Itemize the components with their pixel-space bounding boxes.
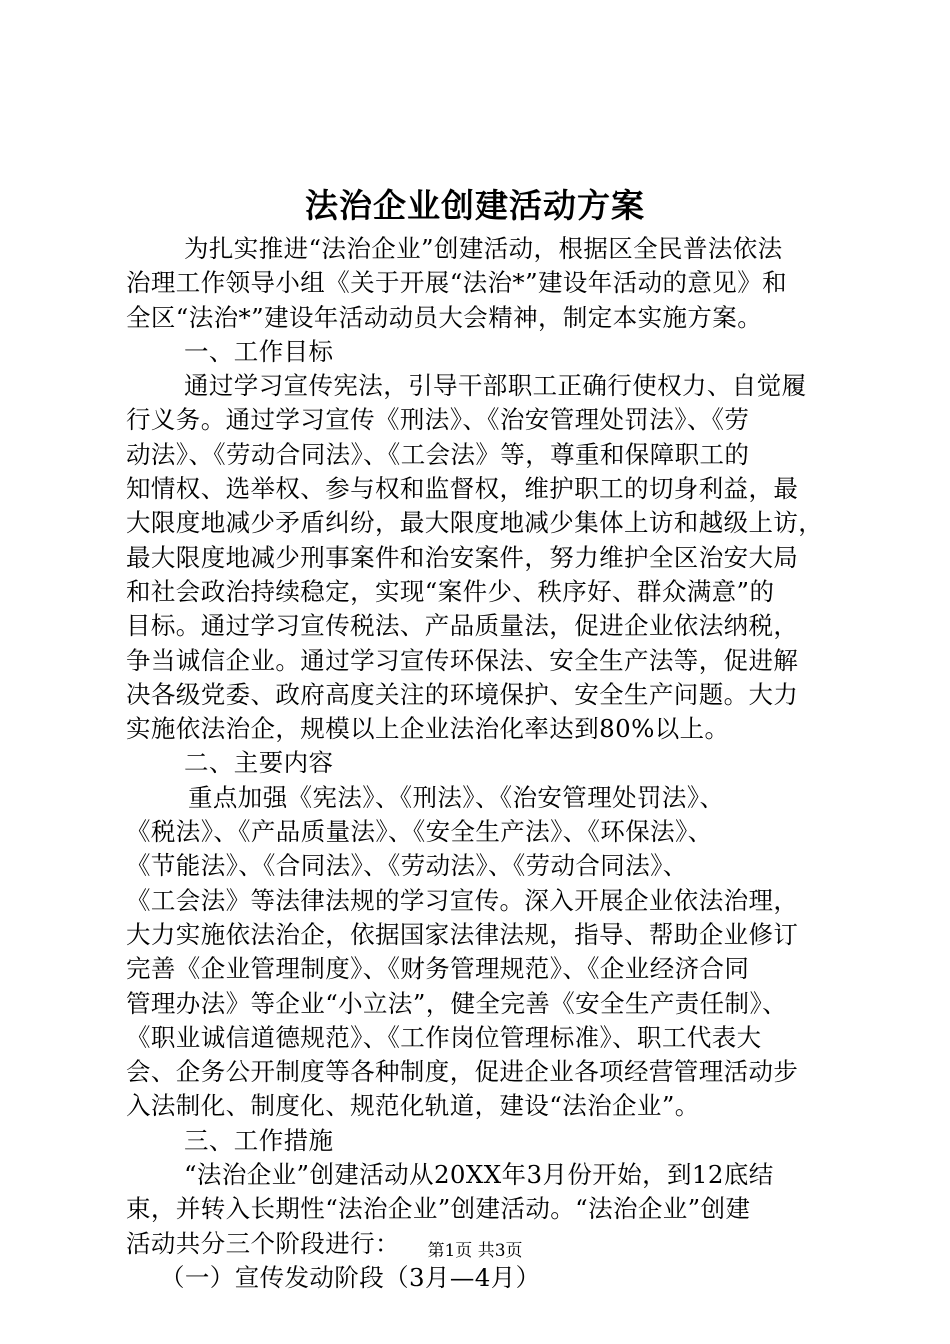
paragraph-line: 争当诚信企业。通过学习宣传环保法、安全生产法等，促进解 [126,645,799,675]
document-body [126,232,832,1295]
paragraph-line: 管理办法》等企业“小立法”，健全完善《安全生产责任制》、 [126,988,787,1018]
paragraph-line: 决各级党委、政府高度关注的环境保护、安全生产问题。大力 [126,679,799,709]
paragraph-line: 完善《企业管理制度》、《财务管理规范》、《企业经济合同 [126,954,750,984]
paragraph-line: 《职业诚信道德规范》、《工作岗位管理标准》、职工代表大 [126,1022,762,1052]
paragraph-line: 行义务。通过学习宣传《刑法》、《治安管理处罚法》、《劳 [126,405,750,435]
paragraph-line: 《节能法》、《合同法》、《劳动法》、《劳动合同法》、 [126,851,688,881]
paragraph-line: 知情权、选举权、参与权和监督权，维护职工的切身利益，最 [126,474,799,504]
paragraph-line: 会、企务公开制度等各种制度，促进企业各项经营管理活动步 [126,1057,799,1087]
page-title: 法治企业创建活动方案 [305,186,645,225]
section-heading: 一、工作目标 [184,336,334,366]
subsection-heading: （一）宣传发动阶段（3月—4月） [160,1262,541,1292]
paragraph-line: 为扎实推进“法治企业”创建活动，根据区全民普法依法 [184,234,783,263]
paragraph-line: 治理工作领导小组《关于开展“法治*”建设年活动的意见》和 [126,268,787,298]
paragraph-line: 大限度地减少矛盾纠纷，最大限度地减少集体上访和越级上访， [126,508,824,538]
section-heading: 三、工作措施 [184,1125,334,1155]
paragraph-line: 动法》、《劳动合同法》、《工会法》等，尊重和保障职工的 [126,439,750,469]
paragraph-line: “法治企业”创建活动从20XX年3月份开始，到12底结 [184,1160,774,1190]
paragraph-line: 重点加强《宪法》、《刑法》、《治安管理处罚法》、 [188,782,725,812]
paragraph-line: 《税法》、《产品质量法》、《安全生产法》、《环保法》、 [126,817,713,847]
paragraph-line: 全区“法治*”建设年活动动员大会精神，制定本实施方案。 [126,302,763,332]
paragraph-line: 实施依法治企，规模以上企业法治化率达到80%以上。 [126,714,730,744]
paragraph-line: 活动共分三个阶段进行： [126,1228,400,1258]
page-number-footer: 第1页 共3页 [427,1241,523,1261]
section-heading: 二、主要内容 [184,748,334,778]
paragraph-line: 《工会法》等法律法规的学习宣传。深入开展企业依法治理， [126,885,799,915]
paragraph-line: 入法制化、制度化、规范化轨道，建设“法治企业”。 [126,1091,700,1121]
paragraph-line: 通过学习宣传宪法，引导干部职工正确行使权力、自觉履 [184,371,807,401]
paragraph-line: 最大限度地减少刑事案件和治安案件，努力维护全区治安大局 [126,542,799,572]
paragraph-line: 束，并转入长期性“法治企业”创建活动。“法治企业”创建 [126,1194,751,1224]
paragraph-line: 和社会政治持续稳定，实现“案件少、秩序好、群众满意”的 [126,576,775,606]
paragraph-line: 大力实施依法治企，依据国家法律法规，指导、帮助企业修订 [126,919,799,949]
paragraph-line: 目标。通过学习宣传税法、产品质量法，促进企业依法纳税， [126,611,799,641]
